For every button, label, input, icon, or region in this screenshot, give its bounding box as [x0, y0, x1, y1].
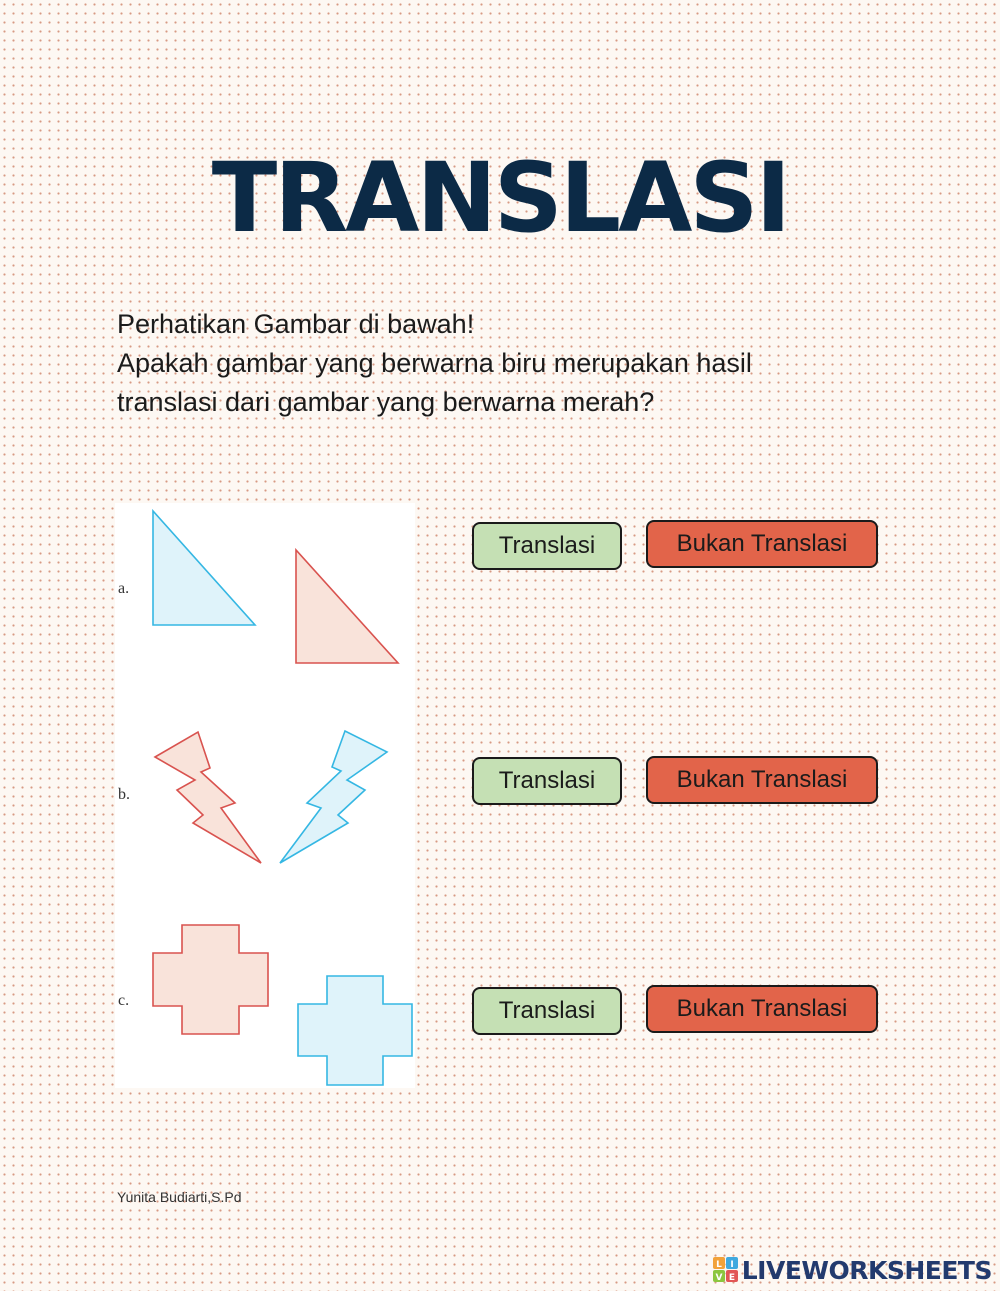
instruction-line-1: Perhatikan Gambar di bawah!	[117, 309, 475, 339]
figure-panel	[115, 503, 415, 1088]
lightning-bolt-red	[155, 732, 261, 863]
question-c-label: c.	[118, 992, 130, 1009]
liveworksheets-brand	[713, 1253, 992, 1287]
svg-text:I: I	[730, 1260, 734, 1270]
triangle-red	[296, 550, 398, 663]
question-b-translasi-button[interactable]: Translasi	[472, 757, 622, 805]
svg-text:L: L	[715, 1260, 722, 1270]
shapes-figure	[115, 503, 415, 1088]
question-b-label: b.	[118, 786, 130, 803]
question-a-label: a.	[118, 580, 130, 597]
cross-blue	[298, 976, 412, 1085]
svg-text:V: V	[715, 1273, 723, 1283]
instructions	[117, 305, 877, 422]
lightning-bolt-blue	[280, 731, 387, 863]
question-a-bukan-translasi-button[interactable]: Bukan Translasi	[646, 520, 878, 568]
author-credit: Yunita Budiarti,S.Pd	[117, 1189, 242, 1205]
question-c-translasi-button[interactable]: Translasi	[472, 987, 622, 1035]
cross-red	[153, 925, 268, 1034]
instruction-line-2: Apakah gambar yang berwarna biru merupakan hasil	[117, 348, 752, 378]
liveworksheets-brand-name: LIVEWORKSHEETS	[741, 1255, 992, 1285]
svg-text:E: E	[728, 1273, 735, 1283]
question-c-bukan-translasi-button[interactable]: Bukan Translasi	[646, 985, 878, 1033]
liveworksheets-logo-icon	[713, 1256, 739, 1284]
page-title: TRANSLASI	[211, 142, 789, 254]
instruction-line-3: translasi dari gambar yang berwarna merah?	[117, 387, 655, 417]
question-b-bukan-translasi-button[interactable]: Bukan Translasi	[646, 756, 878, 804]
question-a-translasi-button[interactable]: Translasi	[472, 522, 622, 570]
triangle-blue	[153, 511, 255, 625]
